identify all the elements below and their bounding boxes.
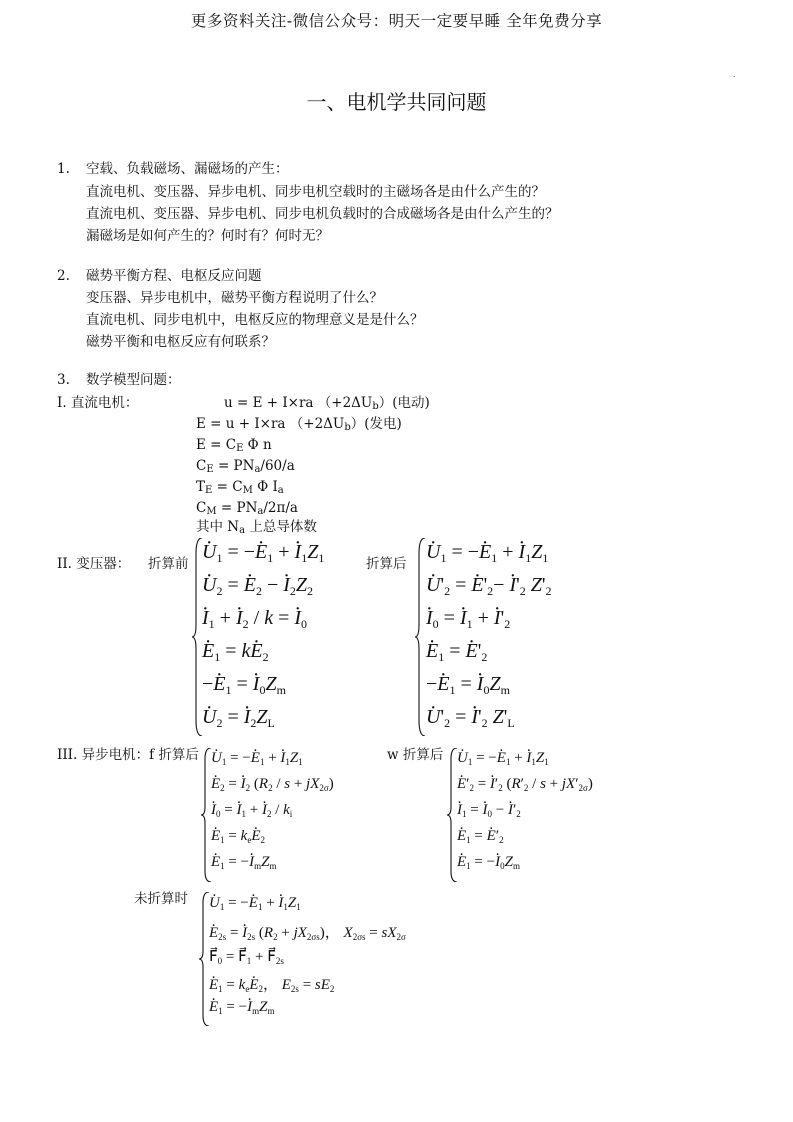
sec3-num: 3. bbox=[57, 372, 70, 388]
async-w-eq-3: · $I_1$ = · $I_0$ − · $I'_2$ bbox=[457, 802, 521, 819]
dc-eq-7: 其中 $N_a$ 上总导体数 bbox=[196, 519, 317, 536]
async-label: III. 异步电机：f 折算后 bbox=[57, 747, 199, 763]
async-w-after-label: w 折算后 bbox=[387, 747, 444, 763]
async-f-eq-5: · $E_1$ = −· $I_mZ_m$ bbox=[211, 854, 276, 871]
dc-eq-4: $C_E = PN_a/60/a$ bbox=[196, 458, 295, 475]
async-f-eq-1: · $U_1$ = −· $E_1$ + · $I_1Z_1$ bbox=[211, 750, 303, 767]
async-unfolded-label: 未折算时 bbox=[134, 891, 188, 907]
dc-eq-3: $E = C_E$ Φ n bbox=[196, 437, 272, 454]
sec1-line-3: 漏磁场是如何产生的？何时有？何时无？ bbox=[86, 228, 329, 244]
tr-after-eq-3: · $I_0$ = · $I_1$ + · $I'_2$ bbox=[426, 607, 510, 632]
dc-eq-2: E = u + I×ra $(+2\Delta U_b)$(发电) bbox=[196, 416, 402, 433]
promo-banner: 更多资料关注-微信公众号：明天一定要早睡 全年免费分享 bbox=[190, 12, 603, 30]
tr-after-eq-6: · $U'_2$ = · $I'_2$ $Z'_L$ bbox=[426, 706, 515, 731]
transformer-before-label: 折算前 bbox=[148, 556, 189, 572]
sec3-head: 数学模型问题： bbox=[86, 372, 181, 388]
page-mark: . bbox=[733, 70, 736, 79]
transformer-label: II. 变压器： bbox=[57, 556, 131, 572]
tr-before-eq-2: · $U_2$ = · $E_2$ − · $I_2Z_2$ bbox=[202, 574, 313, 599]
tr-after-eq-1: · $U_1$ = −· $E_1$ + · $I_1Z_1$ bbox=[426, 541, 548, 566]
async-u-eq-2: · $E_{2s}$ = · $I_{2s}$ $(R_2 + jX_{2\sigma s})$， $X_{2\sigma s} = sX_{2\sigma}$ bbox=[209, 921, 406, 942]
page-title: 一、电机学共同问题 bbox=[306, 90, 487, 114]
sec1-num: 1. bbox=[57, 161, 70, 177]
async-f-eq-4: · $E_1 = k_e\cdot E_2$ bbox=[211, 828, 265, 845]
async-f-eq-2: · $E_2$ = · $I_2$ $(R_2 / s + jX_{2\sigma})$ bbox=[211, 776, 334, 793]
tr-before-eq-6: · $U_2$ = · $I_2Z_L$ bbox=[202, 706, 275, 731]
tr-before-eq-4: · $E_1 = k\cdot E_2$ bbox=[202, 640, 269, 665]
async-f-eq-3: · $I_0$ = · $I_1$ + · $I_2 / k_i$ bbox=[211, 802, 292, 819]
async-u-eq-4: · $E_1 = k_e\cdot E_2$， $E_{2s} = sE_2$ bbox=[209, 973, 334, 994]
sec2-line-3: 磁势平衡和电枢反应有何联系？ bbox=[86, 334, 275, 350]
dc-label: I. 直流电机： bbox=[57, 395, 139, 411]
transformer-after-label: 折算后 bbox=[366, 556, 407, 572]
tr-before-eq-5: −· $E_1$ = · $I_0Z_m$ bbox=[202, 673, 286, 698]
async-w-eq-4: · $E_1$ = · $E'_2$ bbox=[457, 828, 504, 845]
tr-after-eq-4: · $E_1$ = · $E'_2$ bbox=[426, 640, 487, 665]
dc-eq-5: $T_E = C_M$ Φ $I_a$ bbox=[196, 479, 284, 496]
sec1-line-2: 直流电机、变压器、异步电机、同步电机负载时的合成磁场各是由什么产生的？ bbox=[86, 206, 559, 222]
sec2-num: 2. bbox=[57, 268, 70, 284]
tr-before-eq-3: · $I_1$ + · $I_2$ / k = · $I_0$ bbox=[202, 607, 307, 632]
brace-transformer-after bbox=[415, 538, 426, 736]
async-w-eq-1: · $U_1$ = −· $E_1$ + · $I_1Z_1$ bbox=[457, 750, 549, 767]
sec2-line-2: 直流电机、同步电机中，电枢反应的物理意义是是什么？ bbox=[86, 312, 424, 328]
sec2-head: 磁势平衡方程、电枢反应问题 bbox=[86, 268, 262, 284]
async-w-eq-5: · $E_1$ = −· $I_0Z_m$ bbox=[457, 854, 520, 871]
sec2-line-1: 变压器、异步电机中，磁势平衡方程说明了什么？ bbox=[86, 290, 383, 306]
dc-eq-1: u = E + I×ra $(+2\Delta U_b)$(电动) bbox=[224, 395, 430, 412]
tr-after-eq-2: · $U'_2$ = · $E'_2- \cdot I'_2$ $Z'_2$ bbox=[426, 574, 551, 599]
sec1-head: 空载、负载磁场、漏磁场的产生： bbox=[86, 161, 289, 177]
dc-eq-6: $C_M = PN_a/2\pi/a$ bbox=[196, 500, 298, 517]
async-u-eq-3: $F⃗_0$ = $F⃗_1$ + $F⃗_{2s}$ bbox=[209, 949, 284, 967]
sec1-line-1: 直流电机、变压器、异步电机、同步电机空载时的主磁场各是由什么产生的？ bbox=[86, 184, 545, 200]
async-w-eq-2: · $E'_2$ = · $I'_2$ $(R'_2 / s + jX'_{2\sigma})$ bbox=[457, 776, 593, 793]
async-u-eq-5: · $E_1$ = −· $I_mZ_m$ bbox=[209, 999, 274, 1016]
tr-before-eq-1: · $U_1$ = −· $E_1$ + · $I_1Z_1$ bbox=[202, 541, 324, 566]
tr-after-eq-5: −· $E_1$ = · $I_0Z_m$ bbox=[426, 673, 510, 698]
async-u-eq-1: · $U_1$ = −· $E_1$ + · $I_1Z_1$ bbox=[209, 895, 301, 912]
